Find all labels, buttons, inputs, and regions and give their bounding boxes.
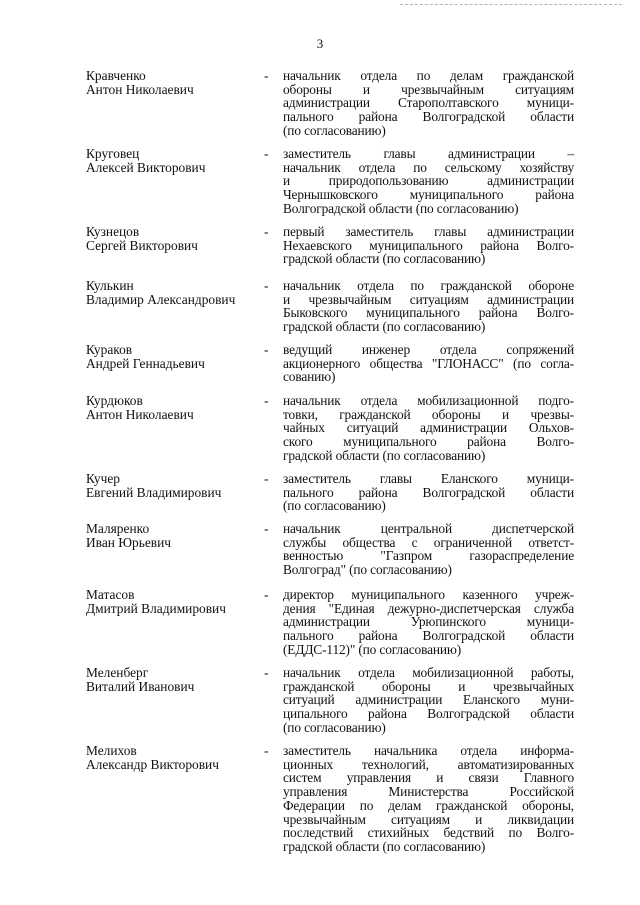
description-line: чайных ситуаций администрации Ольхов-: [283, 420, 574, 436]
given-names: Антон Николаевич: [86, 81, 194, 97]
description-line: обороны и чрезвычайным ситуациям: [283, 81, 574, 97]
person-name: [86, 472, 264, 499]
given-names: Виталий Иванович: [86, 678, 195, 694]
given-names: Дмитрий Владимирович: [86, 600, 226, 616]
separator-dash: -: [264, 521, 269, 536]
separator-dash: -: [264, 224, 269, 239]
description-line: пального района Волгоградской области: [283, 628, 574, 644]
description-line: начальник отдела по делам гражданской: [283, 68, 574, 83]
given-names: Андрей Геннадьевич: [86, 355, 205, 371]
person-name: [86, 522, 264, 549]
position-description: [283, 147, 574, 216]
description-line: систем управления и связи Главного: [283, 770, 574, 786]
person-name: [86, 744, 264, 771]
position-description: [283, 279, 574, 334]
position-description: [283, 69, 574, 138]
separator-dash: -: [264, 471, 269, 486]
surname: Кузнецов: [86, 224, 140, 239]
surname: Матасов: [86, 587, 135, 602]
person-name: [86, 588, 264, 615]
description-line: администрации Урюпинского муници-: [283, 614, 574, 630]
given-names: Евгений Владимирович: [86, 484, 222, 500]
description-line: управления Министерства Российской: [283, 784, 574, 800]
description-line: дения "Единая дежурно-диспетчерская служба: [283, 600, 574, 616]
given-names: Иван Юрьевич: [86, 534, 172, 550]
surname: Кучер: [86, 471, 120, 486]
given-names: Сергей Викторович: [86, 237, 198, 253]
given-names: Владимир Александрович: [86, 291, 236, 307]
person-name: [86, 147, 264, 174]
description-line: (по согласованию): [283, 122, 386, 138]
surname: Круговец: [86, 146, 140, 161]
given-names: Антон Николаевич: [86, 406, 194, 422]
description-line: (по согласованию): [283, 719, 386, 735]
description-line: чрезвычайным ситуациям и ликвидации: [283, 811, 574, 827]
position-description: [283, 522, 574, 577]
description-line: службы общества с ограниченной ответст-: [283, 534, 574, 550]
description-line: и чрезвычайным ситуациям администрации: [283, 291, 574, 307]
description-line: и природопользованию администрации: [283, 173, 574, 189]
description-line: Волгоград" (по согласованию): [283, 562, 452, 578]
description-line: Нехаевского муниципального района Волго-: [283, 237, 574, 253]
position-description: [283, 225, 574, 266]
description-line: заместитель главы Еланского муници-: [283, 471, 574, 486]
description-line: Чернышковского муниципального района: [283, 187, 574, 203]
separator-dash: -: [264, 146, 269, 161]
description-line: начальник отдела по сельскому хозяйству: [283, 159, 574, 175]
top-edge-rule: [400, 4, 622, 6]
given-names: Александр Викторович: [86, 756, 219, 772]
separator-dash: -: [264, 68, 269, 83]
description-line: (по согласованию): [283, 498, 386, 514]
surname: Кулькин: [86, 278, 134, 293]
description-line: начальник отдела мобилизационной работы,: [283, 665, 574, 680]
separator-dash: -: [264, 665, 269, 680]
description-line: товки, гражданской обороны и чрезвы-: [283, 406, 574, 422]
description-line: пального района Волгоградской области: [283, 109, 574, 125]
description-line: ситуаций администрации Еланского муни-: [283, 692, 574, 708]
description-line: администрации Старополтавского муници-: [283, 95, 574, 111]
description-line: градской области (по согласованию): [283, 251, 486, 267]
position-description: [283, 744, 574, 854]
surname: Мелихов: [86, 743, 137, 758]
description-line: начальник отдела по гражданской обороне: [283, 278, 574, 293]
person-name: [86, 394, 264, 421]
separator-dash: -: [264, 393, 269, 408]
separator-dash: -: [264, 278, 269, 293]
description-line: гражданской обороны и чрезвычайных: [283, 678, 574, 694]
surname: Кураков: [86, 342, 133, 357]
description-line: ципального района Волгоградской области: [283, 706, 574, 722]
person-name: [86, 279, 264, 306]
position-description: [283, 343, 574, 384]
description-line: (ЕДДС-112)" (по согласованию): [283, 641, 462, 657]
description-line: ционных технологий, автоматизированных: [283, 756, 574, 772]
description-line: Быковского муниципального района Волго-: [283, 305, 574, 321]
separator-dash: -: [264, 342, 269, 357]
person-name: [86, 343, 264, 370]
surname: Маляренко: [86, 521, 150, 536]
description-line: градской области (по согласованию): [283, 447, 486, 463]
surname: Кравченко: [86, 68, 146, 83]
person-name: [86, 225, 264, 252]
description-line: венностью "Газпром газораспределение: [283, 548, 574, 564]
description-line: начальник отдела мобилизационной подго-: [283, 393, 574, 408]
position-description: [283, 394, 574, 463]
description-line: акционерного общества "ГЛОНАСС" (по согла-: [283, 355, 574, 371]
person-name: [86, 69, 264, 96]
description-line: заместитель главы администрации –: [283, 146, 574, 161]
surname: Меленберг: [86, 665, 149, 680]
description-line: Волгоградской области (по согласованию): [283, 200, 519, 216]
description-line: пального района Волгоградской области: [283, 484, 574, 500]
description-line: ведущий инженер отдела сопряжений: [283, 342, 574, 357]
description-line: градской области (по согласованию): [283, 838, 486, 854]
description-line: последствий стихийных бедствий по Волго-: [283, 825, 574, 841]
description-line: директор муниципального казенного учреж-: [283, 587, 574, 602]
description-line: заместитель начальника отдела информа-: [283, 743, 574, 758]
position-description: [283, 666, 574, 735]
description-line: градской области (по согласованию): [283, 319, 486, 335]
page-number: 3: [316, 36, 324, 51]
position-description: [283, 472, 574, 513]
description-line: первый заместитель главы администрации: [283, 224, 574, 239]
description-line: Федерации по делам гражданской обороны,: [283, 797, 574, 813]
separator-dash: -: [264, 587, 269, 602]
description-line: сованию): [283, 369, 336, 385]
surname: Курдюков: [86, 393, 143, 408]
separator-dash: -: [264, 743, 269, 758]
person-name: [86, 666, 264, 693]
position-description: [283, 588, 574, 657]
given-names: Алексей Викторович: [86, 159, 206, 175]
description-line: начальник центральной диспетчерской: [283, 521, 574, 536]
description-line: ского муниципального района Волго-: [283, 434, 574, 450]
